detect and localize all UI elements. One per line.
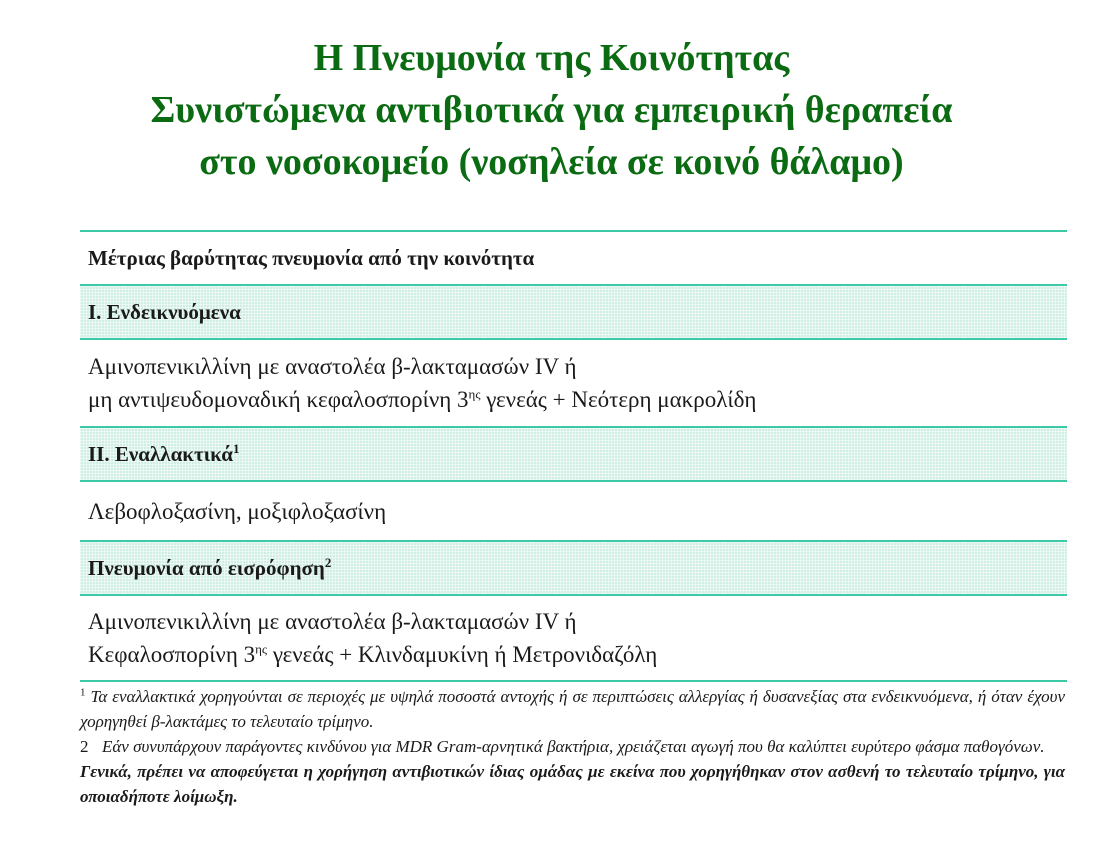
heading-text: II. Εναλλακτικά bbox=[88, 441, 233, 466]
table-header-row bbox=[80, 230, 1067, 284]
body-line: Αμινοπενικιλλίνη με αναστολέα β-λακταμασών IV ή bbox=[88, 354, 577, 379]
footnote-ref: 1 bbox=[232, 440, 240, 456]
title-line-3: στο νοσοκομείο (νοσηλεία σε κοινό θάλαμο) bbox=[199, 141, 904, 183]
page-title bbox=[0, 32, 1103, 188]
footnote-text: Εάν συνυπάρχουν παράγοντες κινδύνου για MDR Gram-αρνητικά βακτήρια, χρειάζεται αγωγή που θα καλύπτει ευρύτερο φάσμα παθογόνων. bbox=[102, 737, 1045, 756]
antibiotics-table bbox=[80, 230, 1067, 682]
section-heading-label bbox=[88, 442, 1067, 467]
body-line bbox=[88, 383, 1067, 416]
section-heading-recommended bbox=[80, 284, 1067, 338]
footnote-ref: 2 bbox=[324, 554, 332, 570]
body-line: Αμινοπενικιλλίνη με αναστολέα β-λακταμασών IV ή bbox=[88, 609, 577, 634]
title-line-2: Συνιστώμενα αντιβιοτικά για εμπειρική θεραπεία bbox=[150, 89, 953, 131]
footnote-marker: 1 bbox=[80, 686, 86, 699]
section-body-aspiration bbox=[80, 594, 1067, 682]
section-heading-label: I. Ενδεικνυόμενα bbox=[88, 299, 241, 324]
title-line-1: Η Πνευμονία της Κοινότητας bbox=[313, 37, 790, 79]
section-heading-alternatives bbox=[80, 426, 1067, 480]
body-text: Κεφαλοσπορίνη 3 bbox=[88, 642, 256, 667]
body-line: Λεβοφλοξασίνη, μοξιφλοξασίνη bbox=[88, 498, 387, 524]
heading-text: Πνευμονία από εισρόφηση bbox=[88, 555, 325, 580]
footnotes bbox=[80, 684, 1065, 809]
body-text: μη αντιψευδομοναδική κεφαλοσπορίνη 3 bbox=[88, 387, 469, 412]
section-heading-label bbox=[88, 556, 1067, 581]
ordinal-superscript: ης bbox=[255, 641, 268, 657]
section-body-alternatives bbox=[80, 480, 1067, 540]
footnote-text: Τα εναλλακτικά χορηγούνται σε περιοχές με υψηλά ποσοστά αντοχής ή σε περιπτώσεις αλλεργίας ή δυσανεξίας στα ενδεικνυόμενα, ή όταν έχουν χορηγηθεί β-λακτάμες το τελευταίο τρίμηνο. bbox=[80, 687, 1065, 731]
table-header: Μέτριας βαρύτητας πνευμονία από την κοινότητα bbox=[88, 245, 535, 270]
ordinal-superscript: ης bbox=[468, 386, 481, 402]
body-text: γενεάς + Νεότερη μακρολίδη bbox=[480, 387, 757, 412]
footnote-1 bbox=[80, 684, 1065, 734]
footnote-marker: 2 bbox=[80, 737, 89, 756]
section-body-recommended bbox=[80, 338, 1067, 426]
body-line bbox=[88, 638, 1067, 671]
section-heading-aspiration bbox=[80, 540, 1067, 594]
general-note: Γενικά, πρέπει να αποφεύγεται η χορήγηση αντιβιοτικών ίδιας ομάδας με εκείνα που χορηγήθηκαν στον ασθενή το τελευταίο τρίμηνο, για οποιαδήποτε λοίμωξη. bbox=[80, 762, 1065, 806]
body-text: γενεάς + Κλινδαμυκίνη ή Μετρονιδαζόλη bbox=[267, 642, 658, 667]
footnote-2 bbox=[80, 734, 1065, 759]
